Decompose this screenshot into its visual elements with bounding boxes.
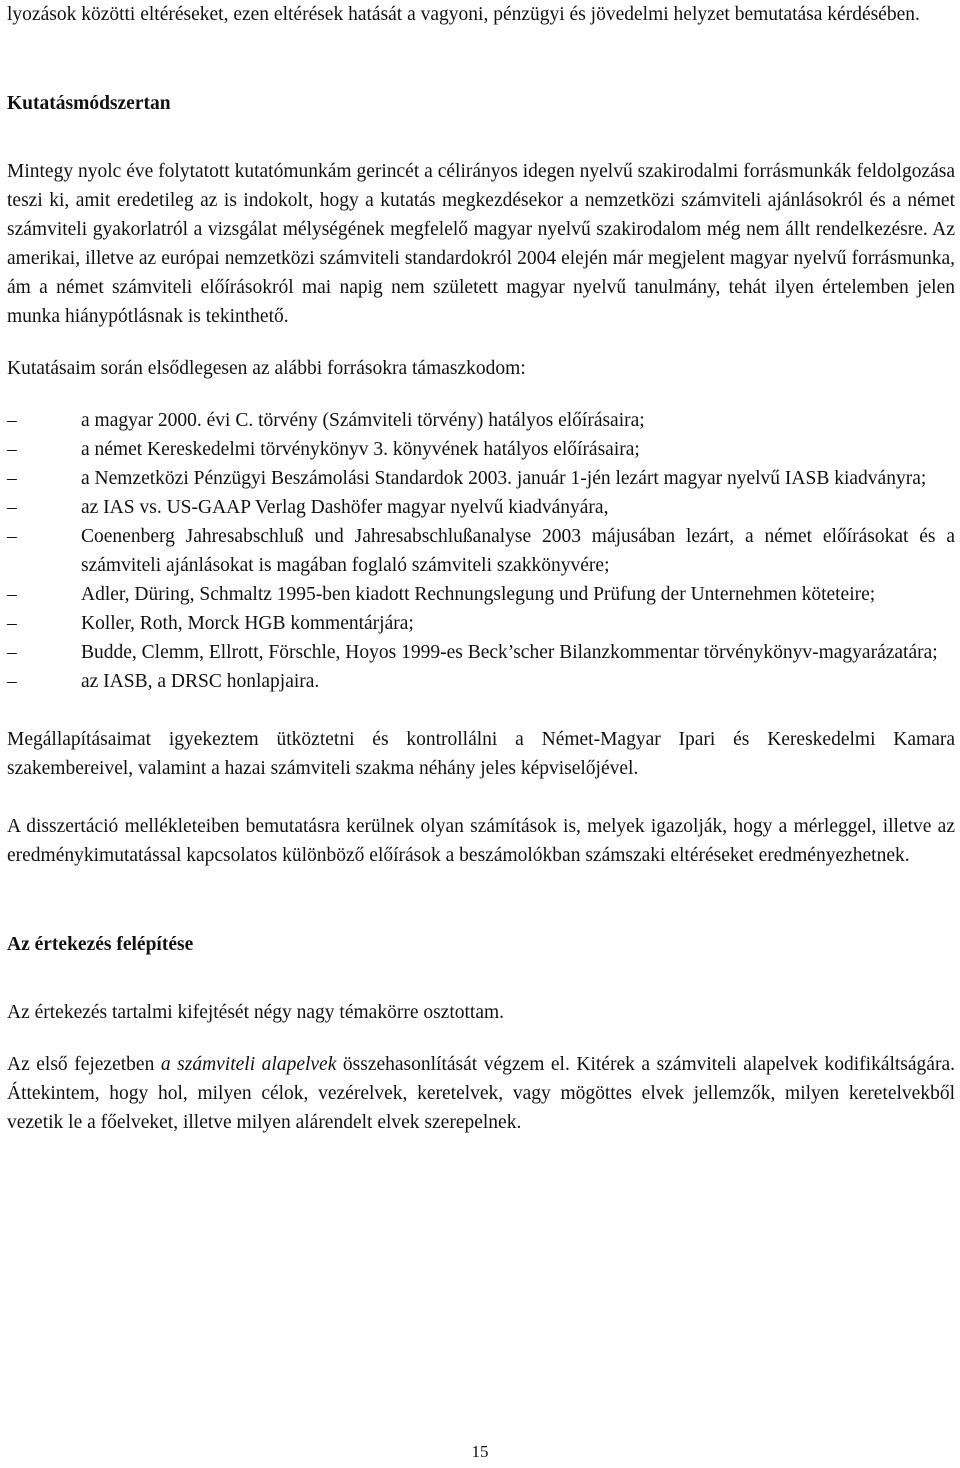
structure-paragraph-2 [7,1050,955,1137]
section-heading-methodology: Kutatásmódszertan [7,93,171,114]
dash-bullet: – [7,468,17,489]
list-item-text: a magyar 2000. évi C. törvény (Számviteli törvény) hatályos előírásaira; [81,410,645,431]
list-item-text: Budde, Clemm, Ellrott, Förschle, Hoyos 1999-es Beck’scher Bilanzkommentar törvénykönyv-magyarázatára; [81,642,938,663]
dash-bullet: – [7,497,17,518]
page-number: 15 [471,1442,489,1461]
section-heading-structure: Az értekezés felépítése [7,934,194,955]
list-item [7,464,955,493]
structure-paragraph-1: Az értekezés tartalmi kifejtését négy nagy témakörre osztottam. [7,1002,505,1023]
list-item-text: a Nemzetközi Pénzügyi Beszámolási Standardok 2003. január 1-jén lezárt magyar nyelvű IASB kiadványra; [81,468,927,489]
dash-bullet: – [7,584,17,605]
list-item-text: az IAS vs. US-GAAP Verlag Dashöfer magyar nyelvű kiadványára, [81,497,609,518]
dash-bullet: – [7,613,17,634]
list-item-text: az IASB, a DRSC honlapjaira. [81,671,320,692]
structure-text-after: összehasonlítását végzem el. Kitérek a számviteli alapelvek kodifikáltságára. Áttekintem, hogy hol, milyen célok, vezérelvek, keretelvek, vagy mögöttes elvek jellemzők, milyen keretelvekből vezetik le a főelveket, illetve milyen alárendelt elvek szerepelnek. [7,1054,955,1133]
dash-bullet: – [7,642,17,663]
methodology-paragraph: Mintegy nyolc éve folytatott kutatómunkám gerincét a célirányos idegen nyelvű szakirodalmi forrásmunkák feldolgozása teszi ki, amit eredetileg az is indokolt, hogy a kutatás megkezdésekor a nemzetközi számviteli ajánlásokról és a német számviteli gyakorlatról a vizsgálat mélységének megfelelő magyar nyelvű szakirodalom még nem állt rendelkezésre. Az amerikai, illetve az európai nemzetközi számviteli standardokról 2004 elején már megjelent magyar nyelvű forrásmunka, ám a német számviteli előírásokról mai napig nem született magyar nyelvű tanulmány, tehát ilyen értelemben jelen munka hiánypótlásnak is tekinthető. [7,161,955,327]
list-item-text: Coenenberg Jahresabschluß und Jahresabschlußanalyse 2003 májusában lezárt, a német előírásokat és a számviteli ajánlásokat is magában foglaló számviteli szakkönyvére; [81,526,955,576]
list-item [7,522,955,580]
validation-paragraph: Megállapításaimat igyekeztem ütköztetni és kontrollálni a Német-Magyar Ipari és Kereskedelmi Kamara szakembereivel, valamint a hazai számviteli szakma néhány jeles képviselőjével. [7,729,955,779]
appendix-paragraph: A disszertáció mellékleteiben bemutatásra kerülnek olyan számítások is, melyek igazolják, hogy a mérleggel, illetve az eredménykimutatással kapcsolatos különböző előírások a beszámolókban számszaki eltéréseket eredményezhetnek. [7,816,955,866]
list-item [7,638,955,667]
list-item [7,580,955,609]
list-item-text: Adler, Düring, Schmaltz 1995-ben kiadott Rechnungslegung und Prüfung der Unternehmen köteteire; [81,584,876,605]
document-page [7,0,955,1137]
list-item [7,493,955,522]
sources-list [7,406,955,696]
intro-paragraph: lyozások közötti eltéréseket, ezen eltérések hatását a vagyoni, pénzügyi és jövedelmi helyzet bemutatása kérdésében. [7,4,920,25]
emphasized-term: a számviteli alapelvek [160,1054,337,1075]
dash-bullet: – [7,439,17,460]
list-item [7,609,955,638]
list-item [7,406,955,435]
list-item [7,667,955,696]
list-item-text: a német Kereskedelmi törvénykönyv 3. könyvének hatályos előírásaira; [81,439,640,460]
structure-text-before: Az első fejezetben [7,1054,161,1075]
list-item [7,435,955,464]
list-item-text: Koller, Roth, Morck HGB kommentárjára; [81,613,414,634]
dash-bullet: – [7,526,17,547]
sources-intro: Kutatásaim során elsődlegesen az alábbi forrásokra támaszkodom: [7,358,526,379]
dash-bullet: – [7,671,17,692]
dash-bullet: – [7,410,17,431]
